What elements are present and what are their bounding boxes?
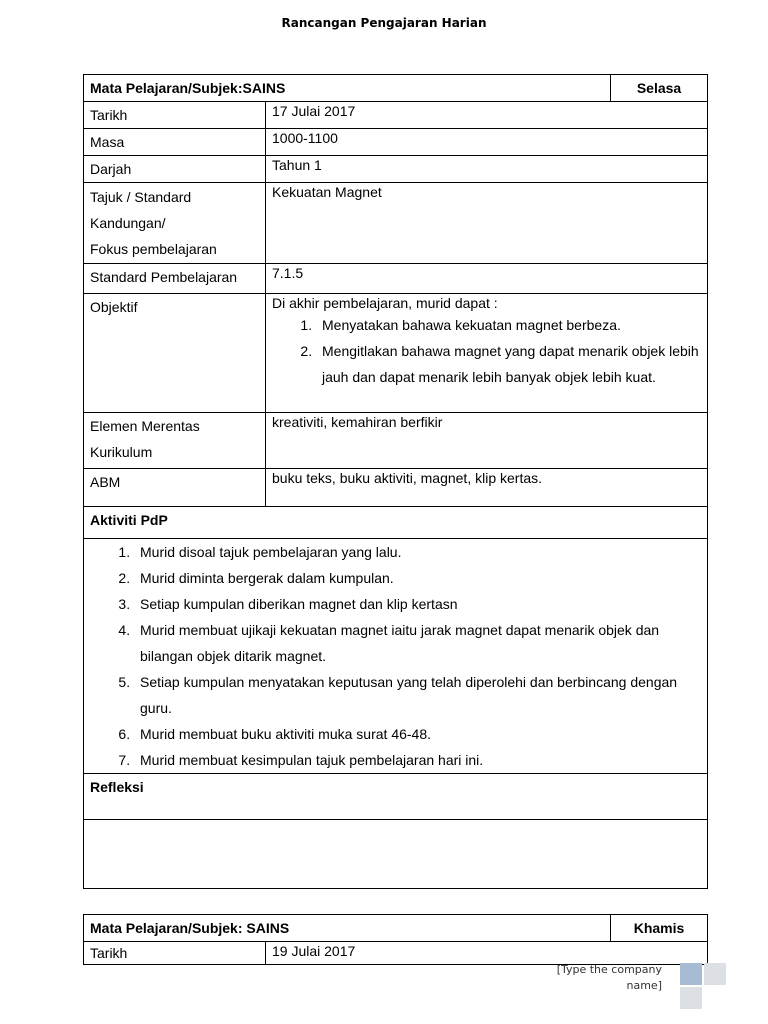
list-item: 5. Setiap kumpulan menyatakan keputusan yang telah diperolehi dan berbincang dengan guru. [134, 669, 701, 721]
masa-value: 1000-1100 [266, 129, 708, 156]
list-item: 1. Menyatakan bahawa kekuatan magnet berbeza. [316, 312, 701, 338]
tarikh-label: Tarikh [84, 942, 266, 965]
decorative-square-light [680, 987, 702, 1009]
aktiviti-list-cell [84, 539, 708, 774]
day-cell: Khamis [611, 915, 708, 942]
tarikh-value: 19 Julai 2017 [266, 942, 708, 965]
list-item: 7. Murid membuat kesimpulan tajuk pembelajaran hari ini. [134, 747, 701, 773]
aktiviti-list [90, 539, 701, 773]
tajuk-label: Tajuk / Standard Kandungan/ Fokus pembelajaran [84, 183, 266, 264]
objektif-label: Objektif [84, 294, 266, 413]
abm-label: ABM [84, 469, 266, 507]
tarikh-label: Tarikh [84, 102, 266, 129]
tarikh-value: 17 Julai 2017 [266, 102, 708, 129]
day-cell: Selasa [611, 75, 708, 102]
decorative-square-light [704, 963, 726, 985]
objektif-intro: Di akhir pembelajaran, murid dapat : [272, 295, 498, 311]
tajuk-value: Kekuatan Magnet [266, 183, 708, 264]
objektif-value [266, 294, 708, 413]
list-item: 3. Setiap kumpulan diberikan magnet dan klip kertasn [134, 591, 701, 617]
list-item: 1. Murid disoal tajuk pembelajaran yang lalu. [134, 539, 701, 565]
list-item: 2. Murid diminta bergerak dalam kumpulan. [134, 565, 701, 591]
subject-cell: Mata Pelajaran/Subjek: SAINS [84, 915, 611, 942]
standard-label: Standard Pembelajaran [84, 264, 266, 294]
elemen-label: Elemen Merentas Kurikulum [84, 413, 266, 469]
decorative-square-dark [680, 963, 702, 985]
darjah-value: Tahun 1 [266, 156, 708, 183]
page-title: Rancangan Pengajaran Harian [281, 16, 487, 30]
lesson-plan-table-1 [83, 74, 708, 889]
refleksi-heading: Refleksi [84, 774, 708, 820]
darjah-label: Darjah [84, 156, 266, 183]
company-placeholder: [Type the company name] [556, 963, 662, 992]
lesson-plan-table-2 [83, 914, 708, 965]
list-item: 6. Murid membuat buku aktiviti muka surat 46-48. [134, 721, 701, 747]
elemen-value: kreativiti, kemahiran berfikir [266, 413, 708, 469]
subject-cell: Mata Pelajaran/Subjek:SAINS [84, 75, 611, 102]
objektif-list [272, 312, 701, 390]
list-item: 2. Mengitlakan bahawa magnet yang dapat menarik objek lebih jauh dan dapat menarik lebih banyak objek lebih kuat. [316, 338, 701, 390]
list-item: 4. Murid membuat ujikaji kekuatan magnet iaitu jarak magnet dapat menarik objek dan bilangan objek ditarik magnet. [134, 617, 701, 669]
masa-label: Masa [84, 129, 266, 156]
abm-value: buku teks, buku aktiviti, magnet, klip kertas. [266, 469, 708, 507]
standard-value: 7.1.5 [266, 264, 708, 294]
refleksi-content [84, 820, 708, 889]
aktiviti-heading: Aktiviti PdP [84, 507, 708, 539]
